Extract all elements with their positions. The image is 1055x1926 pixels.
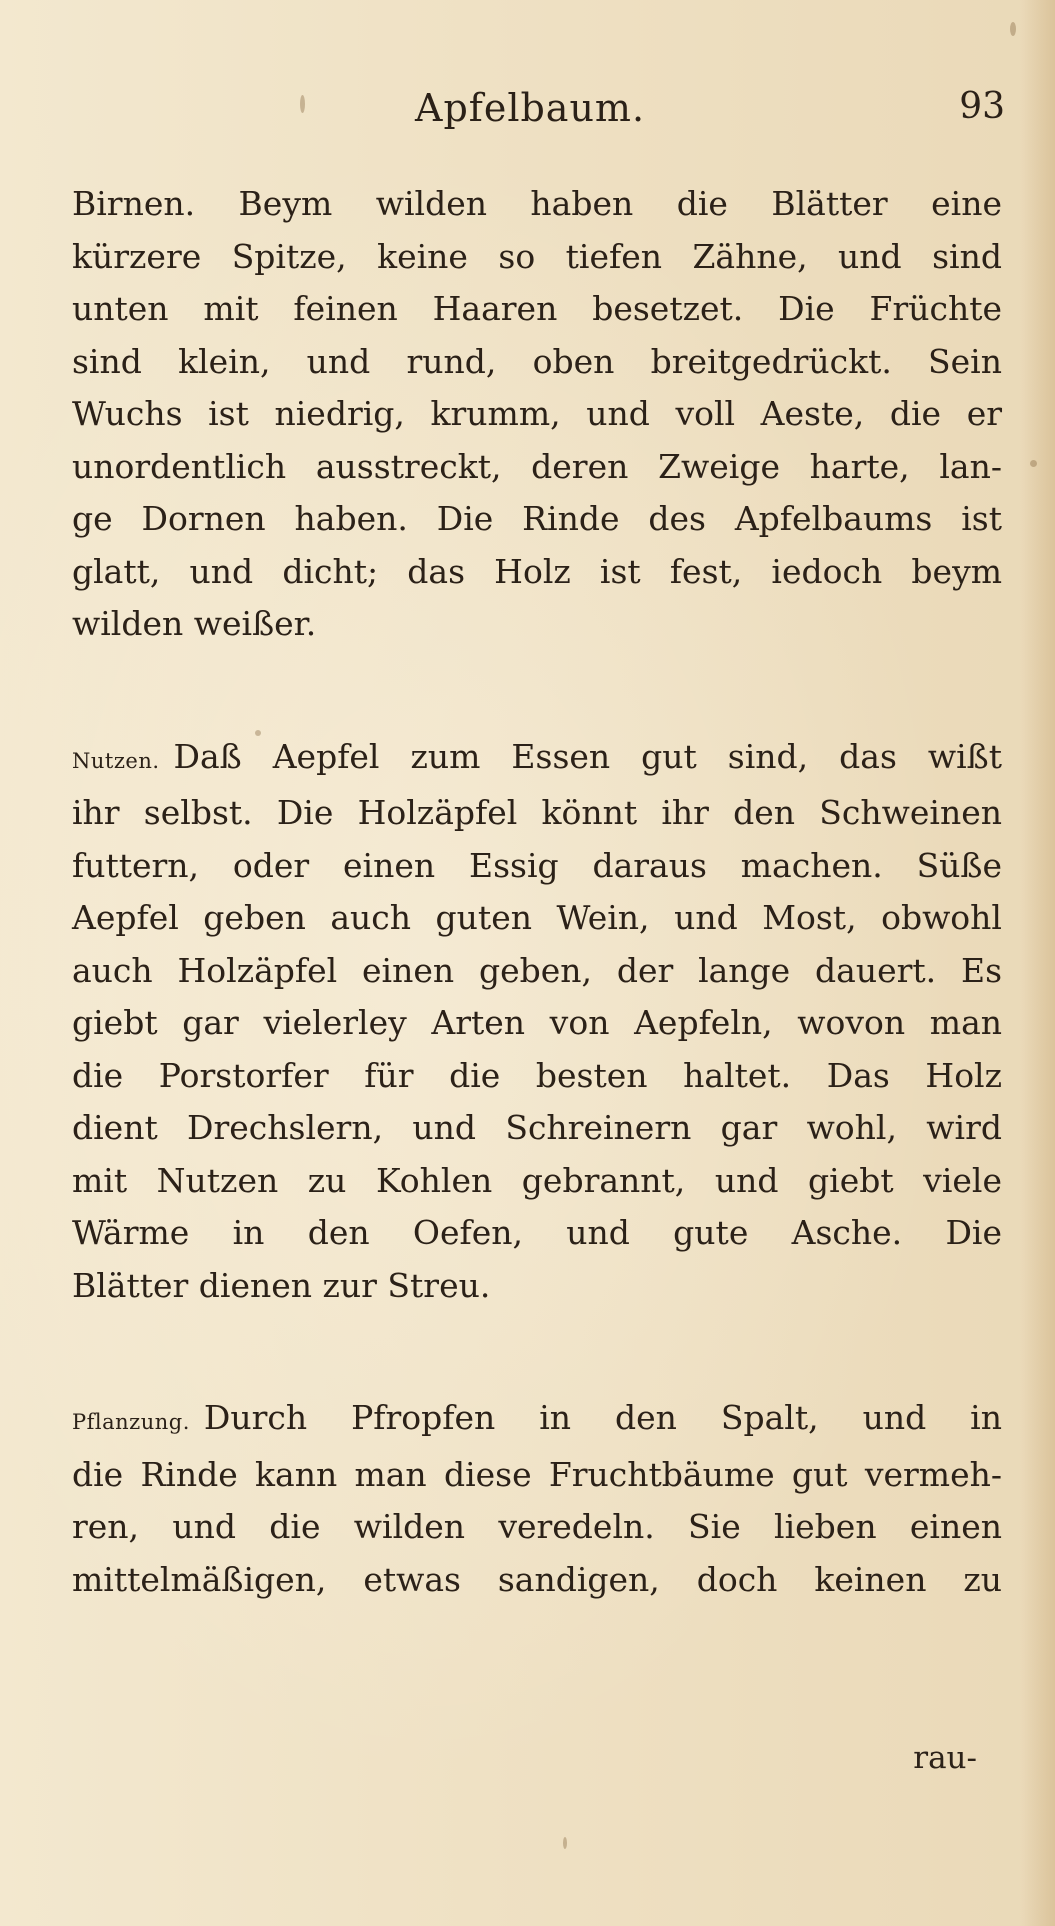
text-line: wilden weißer. <box>72 604 317 643</box>
paper-speck <box>1030 460 1037 467</box>
text-line-content: Daß Aepfel zum Essen gut sind, das wißt <box>173 736 1002 776</box>
section-label: Nutzen. <box>72 748 160 773</box>
text-line: Aepfel geben auch guten Wein, und Most, obwohl <box>72 898 1002 937</box>
page-gutter-shadow <box>1021 0 1055 1926</box>
text-line: Birnen. Beym wilden haben die Blätter eine <box>72 184 1002 223</box>
text-line: sind klein, und rund, oben breitgedrückt. Sein <box>72 341 1002 381</box>
text-line: ren, und die wilden veredeln. Sie lieben einen <box>72 1507 1002 1546</box>
text-line: futtern, oder einen Essig daraus machen. Süße <box>72 845 1002 885</box>
text-line <box>72 1392 1002 1449</box>
text-line: ihr selbst. Die Holzäpfel könnt ihr den Schweinen <box>72 793 1002 832</box>
text-line: Blätter dienen zur Streu. <box>72 1265 491 1305</box>
text-line: dient Drechslern, und Schreinern gar wohl, wird <box>72 1108 1002 1147</box>
section-label: Pflanzung. <box>72 1410 190 1434</box>
text-line <box>72 731 1002 788</box>
paragraph-description <box>72 178 1002 651</box>
paragraph-nutzen <box>72 731 1002 1313</box>
body-text <box>72 178 1002 1606</box>
catchword: rau- <box>913 1740 977 1776</box>
text-line: ge Dornen haben. Die Rinde des Apfelbaums ist <box>72 499 1002 538</box>
text-line: Wärme in den Oefen, und gute Asche. Die <box>72 1213 1002 1252</box>
page-header <box>70 86 1005 136</box>
text-line: Wuchs ist niedrig, krumm, und voll Aeste, die er <box>72 394 1002 433</box>
text-line: unten mit feinen Haaren besetzet. Die Früchte <box>72 289 1002 328</box>
text-line-content: Durch Pfropfen in den Spalt, und in <box>203 1398 1002 1437</box>
text-line: auch Holzäpfel einen geben, der lange dauert. Es <box>72 950 1002 990</box>
text-line: mittelmäßigen, etwas sandigen, doch keinen zu <box>72 1559 1002 1599</box>
text-line: giebt gar vielerley Arten von Aepfeln, wovon man <box>72 1003 1002 1042</box>
paper-speck <box>1010 22 1016 36</box>
text-line: mit Nutzen zu Kohlen gebrannt, und giebt viele <box>72 1160 1002 1200</box>
text-line: die Rinde kann man diese Fruchtbäume gut vermeh- <box>72 1454 1002 1494</box>
paper-speck <box>563 1837 567 1849</box>
paragraph-pflanzung <box>72 1392 1002 1606</box>
page-number: 93 <box>959 86 1005 127</box>
text-line: glatt, und dicht; das Holz ist fest, iedoch beym <box>72 551 1002 591</box>
paragraph-spacer <box>72 1312 1002 1392</box>
text-line: kürzere Spitze, keine so tiefen Zähne, und sind <box>72 236 1002 276</box>
running-head: Apfelbaum. <box>415 86 646 130</box>
text-line: die Porstorfer für die besten haltet. Das Holz <box>72 1055 1002 1095</box>
paragraph-spacer <box>72 651 1002 731</box>
text-line: unordentlich ausstreckt, deren Zweige harte, lan- <box>72 446 1002 486</box>
